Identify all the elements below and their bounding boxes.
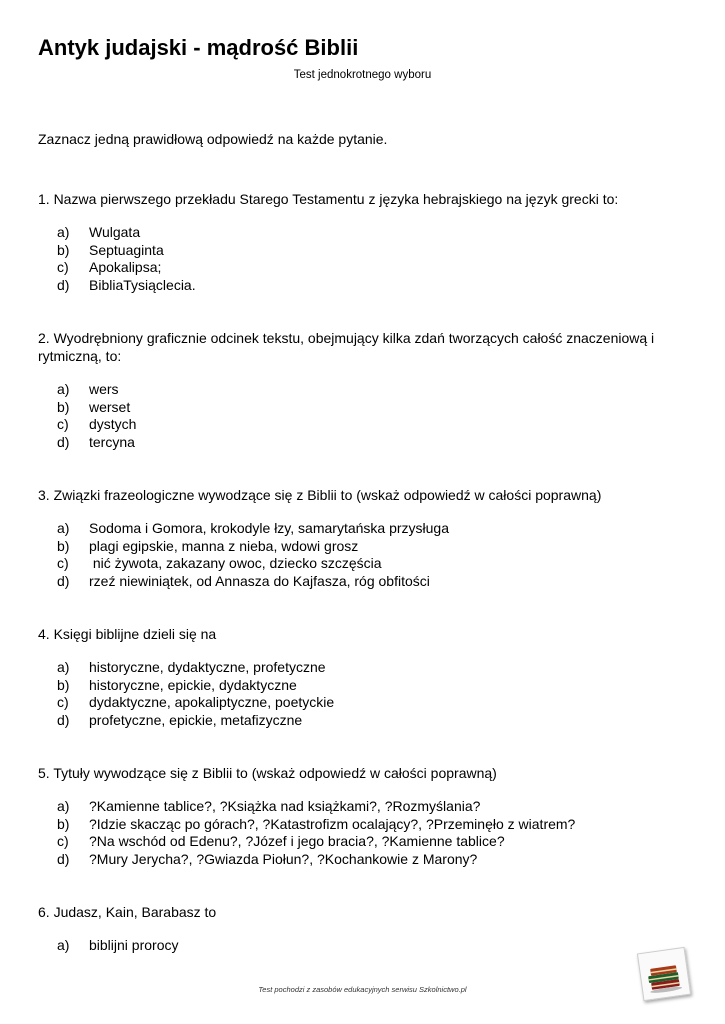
option-text: Apokalipsa;: [89, 259, 162, 275]
option-text: werset: [89, 398, 131, 415]
option-label: c): [57, 259, 69, 275]
option-label: a): [57, 224, 70, 240]
page-title: Antyk judajski - mądrość Biblii: [38, 35, 359, 60]
option-label: d): [57, 276, 70, 293]
option-2d[interactable]: [38, 434, 688, 452]
option-1d[interactable]: [38, 277, 688, 295]
question-6-text: 6. Judasz, Kain, Barabasz to: [38, 904, 217, 920]
option-4a[interactable]: [38, 659, 688, 677]
question-6-options: [38, 937, 688, 955]
option-label: a): [57, 798, 70, 814]
option-label: d): [57, 711, 70, 728]
option-5d[interactable]: [38, 851, 688, 869]
question-5-text: 5. Tytuły wywodzące się z Biblii to (wskaż odpowiedź w całości poprawną): [38, 765, 497, 781]
option-text: Septuaginta: [89, 241, 164, 258]
option-label: b): [57, 241, 70, 258]
option-3d[interactable]: [38, 573, 688, 591]
question-4-text: 4. Księgi biblijne dzieli się na: [38, 626, 217, 642]
option-label: c): [57, 833, 69, 849]
option-label: a): [57, 520, 70, 536]
option-label: c): [57, 694, 69, 710]
question-3-text: 3. Związki frazeologiczne wywodzące się z Biblii to (wskaż odpowiedź w całości poprawną): [38, 487, 602, 503]
option-label: a): [57, 659, 70, 675]
question-1-options: [38, 224, 688, 294]
option-text: dydaktyczne, apokaliptyczne, poetyckie: [89, 694, 335, 710]
option-2c[interactable]: [38, 416, 688, 434]
option-text: nić żywota, zakazany owoc, dziecko szczęścia: [89, 555, 382, 571]
question-5: [38, 764, 688, 868]
option-4d[interactable]: [38, 712, 688, 730]
instruction-text: Zaznacz jedną prawidłową odpowiedź na każde pytanie.: [38, 131, 388, 147]
option-text: historyczne, dydaktyczne, profetyczne: [89, 659, 326, 675]
option-5b[interactable]: [38, 816, 688, 834]
option-text: wers: [89, 381, 119, 397]
option-label: b): [57, 398, 70, 415]
option-3c[interactable]: [38, 555, 688, 573]
question-2-options: [38, 381, 688, 451]
option-4c[interactable]: [38, 694, 688, 712]
option-label: b): [57, 815, 70, 832]
option-5a[interactable]: [38, 798, 688, 816]
option-text: ?Kamienne tablice?, ?Książka nad książkami?, ?Rozmyślania?: [89, 798, 481, 814]
option-1b[interactable]: [38, 242, 688, 260]
question-5-options: [38, 798, 688, 868]
option-label: d): [57, 572, 70, 589]
footer-source-note: Test pochodzi z zasobów edukacyjnych serwisu Szkolnictwo.pl: [258, 985, 467, 994]
option-1a[interactable]: [38, 224, 688, 242]
option-text: BibliaTysiąclecia.: [89, 276, 196, 293]
option-text: tercyna: [89, 433, 135, 450]
option-text: Sodoma i Gomora, krokodyle łzy, samarytańska przysługa: [89, 520, 449, 536]
option-text: profetyczne, epickie, metafizyczne: [89, 711, 303, 728]
option-text: historyczne, epickie, dydaktyczne: [89, 676, 297, 693]
question-3-options: [38, 520, 688, 590]
option-text: ?Idzie skacząc po górach?, ?Katastrofizm ocalający?, ?Przeminęło z wiatrem?: [89, 815, 576, 832]
option-text: biblijni prorocy: [89, 937, 179, 953]
option-3b[interactable]: [38, 538, 688, 556]
option-4b[interactable]: [38, 677, 688, 695]
question-2-text: 2. Wyodrębniony graficznie odcinek tekstu, obejmujący kilka zdań tworzących całość znaczeniową i rytmiczną, to:: [38, 330, 655, 364]
option-text: Wulgata: [89, 224, 141, 240]
option-text: ?Na wschód od Edenu?, ?Józef i jego bracia?, ?Kamienne tablice?: [89, 833, 505, 849]
question-1-text: 1. Nazwa pierwszego przekładu Starego Testamentu z języka hebrajskiego na język grecki to:: [38, 191, 619, 207]
option-text: rzeź niewiniątek, od Annasza do Kajfasza, róg obfitości: [89, 572, 430, 589]
option-2b[interactable]: [38, 399, 688, 417]
question-2: [38, 329, 688, 451]
option-text: dystych: [89, 416, 137, 432]
option-text: plagi egipskie, manna z nieba, wdowi grosz: [89, 537, 359, 554]
option-2a[interactable]: [38, 381, 688, 399]
option-label: c): [57, 416, 69, 432]
option-text: ?Mury Jerycha?, ?Gwiazda Piołun?, ?Kochankowie z Marony?: [89, 850, 478, 867]
option-1c[interactable]: [38, 259, 688, 277]
question-1: [38, 190, 688, 294]
subtitle-text: Test jednokrotnego wyboru: [293, 69, 432, 81]
page-subtitle: [0, 68, 725, 82]
option-label: b): [57, 537, 70, 554]
option-label: b): [57, 676, 70, 693]
option-3a[interactable]: [38, 520, 688, 538]
option-label: d): [57, 850, 70, 867]
option-label: a): [57, 381, 70, 397]
question-3: [38, 486, 688, 590]
questions-list: [38, 190, 688, 955]
question-4: [38, 625, 688, 729]
question-6: [38, 903, 688, 955]
option-label: c): [57, 555, 69, 571]
option-label: a): [57, 937, 70, 953]
option-6a[interactable]: [38, 937, 688, 955]
option-5c[interactable]: [38, 833, 688, 851]
question-4-options: [38, 659, 688, 729]
books-stack-icon: [637, 947, 691, 1001]
option-label: d): [57, 433, 70, 450]
